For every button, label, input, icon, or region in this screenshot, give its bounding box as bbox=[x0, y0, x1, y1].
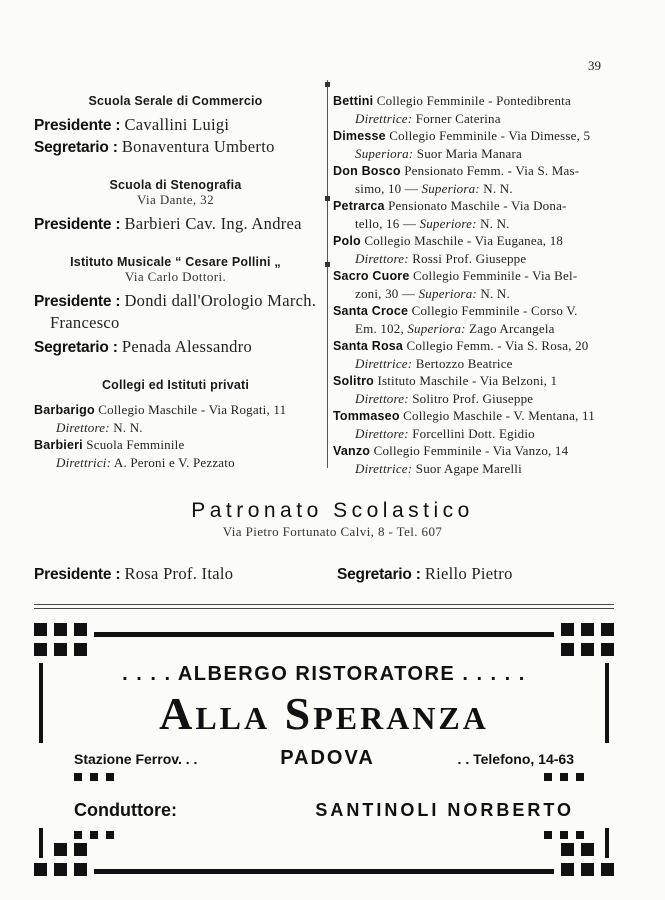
ornament-square bbox=[576, 831, 584, 839]
ad-heading: . . . . ALBERGO RISTORATORE . . . . . bbox=[122, 663, 526, 685]
entry-role: Direttrice: bbox=[355, 461, 413, 476]
ad-hotel-name: Alla Speranza bbox=[159, 688, 489, 739]
entry-santacroce bbox=[333, 302, 623, 320]
ad-contact-line bbox=[74, 747, 574, 770]
entry-petrarca bbox=[333, 197, 623, 215]
entry-santarosa-role bbox=[355, 355, 623, 372]
entry-cont-text: Em. 102, bbox=[355, 321, 404, 336]
entry-donbosco-cont bbox=[355, 180, 623, 197]
advertisement bbox=[34, 623, 614, 883]
ornament-square bbox=[54, 643, 67, 656]
entry-solitro-role bbox=[355, 390, 623, 407]
entry-name: Don Bosco bbox=[333, 164, 401, 178]
entry-role: Direttrice: bbox=[355, 356, 413, 371]
entry-name: Santa Rosa bbox=[333, 339, 404, 353]
left-column bbox=[34, 92, 317, 471]
divider-tick bbox=[325, 262, 330, 267]
ad-manager-label: Conduttore: bbox=[74, 800, 177, 820]
entry-solitro bbox=[333, 372, 623, 390]
entry-name: Solitro bbox=[333, 374, 374, 388]
ornament-square bbox=[54, 843, 67, 856]
entry-desc: Collegio Femminile - Pontedibrenta bbox=[376, 93, 571, 108]
entry-barbarigo bbox=[34, 401, 317, 419]
entry-desc: Collegio Maschile - Via Rogati, 11 bbox=[98, 402, 287, 417]
entry-sacrocuore bbox=[333, 267, 623, 285]
entry-name: Tommaseo bbox=[333, 409, 400, 423]
ornament-bar bbox=[605, 828, 609, 858]
ornament-square bbox=[581, 843, 594, 856]
entry-cont-text: zoni, 30 — bbox=[355, 286, 416, 301]
ad-manager-name: SANTINOLI NORBERTO bbox=[315, 800, 574, 820]
entry-desc: Pensionato Femm. - Via S. Mas- bbox=[404, 163, 580, 178]
patronato-title: Patronato Scolastico bbox=[191, 499, 474, 522]
musicale-president: Presidente : Dondi dall'Orologio March. bbox=[34, 291, 317, 310]
president-name: Rosa Prof. Italo bbox=[124, 564, 234, 583]
ornament-square bbox=[581, 643, 594, 656]
patronato-secretary: Segretario : Riello Pietro bbox=[337, 564, 513, 583]
president-label: Presidente bbox=[34, 216, 112, 233]
entry-role-value: N. N. bbox=[480, 216, 510, 231]
entry-role: Superiora: bbox=[407, 321, 466, 336]
ornament-square bbox=[544, 773, 552, 781]
entry-cont-text: simo, 10 — bbox=[355, 181, 419, 196]
entry-desc: Collegio Femminile - Via Vanzo, 14 bbox=[373, 443, 569, 458]
ornament-square bbox=[74, 643, 87, 656]
ornament-square bbox=[34, 863, 47, 876]
stenografia-address: Via Dante, 32 bbox=[137, 192, 214, 207]
entry-role: Superiora: bbox=[421, 181, 480, 196]
entry-role: Direttore: bbox=[355, 391, 409, 406]
section-title-serale: Scuola Serale di Commercio bbox=[88, 94, 263, 108]
column-divider bbox=[327, 80, 328, 468]
entry-role: Superiora: bbox=[418, 286, 477, 301]
ornament-square bbox=[601, 623, 614, 636]
entry-desc: Scuola Femminile bbox=[86, 437, 185, 452]
ornament-bar bbox=[94, 632, 554, 637]
ornament-square bbox=[74, 623, 87, 636]
entry-role-value: Suor Agape Marelli bbox=[415, 461, 522, 476]
ornament-bar bbox=[39, 828, 43, 858]
entry-role-value: N. N. bbox=[113, 420, 143, 435]
entry-role: Superiora: bbox=[355, 146, 414, 161]
ornament-square bbox=[74, 863, 87, 876]
entry-bettini-role bbox=[355, 110, 623, 127]
ornament-square bbox=[106, 773, 114, 781]
section-divider bbox=[34, 604, 614, 609]
entry-petrarca-cont bbox=[355, 215, 623, 232]
entry-desc: Collegio Maschile - V. Mentana, 11 bbox=[403, 408, 595, 423]
section-title-collegi: Collegi ed Istituti privati bbox=[101, 378, 250, 392]
entry-name: Bettini bbox=[333, 94, 374, 108]
entry-role-value: Zago Arcangela bbox=[469, 321, 555, 336]
entry-desc: Pensionato Maschile - Via Dona- bbox=[388, 198, 567, 213]
ornament-square bbox=[544, 831, 552, 839]
ornament-square bbox=[34, 643, 47, 656]
entry-barbieri bbox=[34, 436, 317, 454]
secretary-label: Segretario bbox=[34, 139, 109, 156]
ornament-square bbox=[601, 643, 614, 656]
entry-bettini bbox=[333, 92, 623, 110]
ornament-bar bbox=[94, 869, 554, 874]
entry-name: Barbarigo bbox=[34, 403, 95, 417]
entry-role: Superiore: bbox=[419, 216, 477, 231]
secretary-name: Bonaventura Umberto bbox=[121, 137, 275, 156]
ornament-square bbox=[74, 831, 82, 839]
right-column bbox=[333, 92, 623, 477]
page-number: 39 bbox=[588, 58, 601, 73]
entry-santarosa bbox=[333, 337, 623, 355]
ornament-square bbox=[561, 643, 574, 656]
musicale-address: Via Carlo Dottori. bbox=[124, 269, 227, 284]
ornament-square bbox=[581, 863, 594, 876]
secretary-label: Segretario bbox=[34, 339, 109, 356]
ad-city: PADOVA bbox=[280, 747, 375, 769]
entry-name: Dimesse bbox=[333, 129, 386, 143]
entry-name: Santa Croce bbox=[333, 304, 409, 318]
entry-vanzo-role bbox=[355, 460, 623, 477]
ornament-square bbox=[576, 773, 584, 781]
entry-role-value: Rossi Prof. Giuseppe bbox=[412, 251, 527, 266]
ornament-square bbox=[561, 843, 574, 856]
entry-donbosco bbox=[333, 162, 623, 180]
secretary-label: Segretario bbox=[337, 566, 412, 583]
entry-role-value: Bertozzo Beatrice bbox=[415, 356, 513, 371]
entry-name: Polo bbox=[333, 234, 361, 248]
divider-tick bbox=[325, 196, 330, 201]
entry-name: Sacro Cuore bbox=[333, 269, 410, 283]
ornament-square bbox=[34, 623, 47, 636]
serale-secretary: Segretario : Bonaventura Umberto bbox=[34, 137, 275, 156]
president-label: Presidente bbox=[34, 293, 112, 310]
entry-desc: Istituto Maschile - Via Belzoni, 1 bbox=[377, 373, 558, 388]
entry-desc: Collegio Femminile - Via Bel- bbox=[412, 268, 578, 283]
ornament-square bbox=[54, 863, 67, 876]
serale-president: Presidente : Cavallini Luigi bbox=[34, 115, 230, 134]
entry-dimesse bbox=[333, 127, 623, 145]
entry-role-value: Forner Caterina bbox=[415, 111, 501, 126]
entry-desc: Collegio Maschile - Via Euganea, 18 bbox=[364, 233, 564, 248]
entry-role: Direttrice: bbox=[355, 111, 413, 126]
entry-barbieri-role bbox=[56, 454, 317, 471]
section-title-musicale: Istituto Musicale “ Cesare Pollini „ bbox=[70, 255, 281, 269]
divider-tick bbox=[325, 82, 330, 87]
entry-name: Vanzo bbox=[333, 444, 371, 458]
ad-station: Stazione Ferrov. . . bbox=[74, 751, 198, 767]
entry-santacroce-cont bbox=[355, 320, 623, 337]
ornament-square bbox=[561, 863, 574, 876]
president-name: Barbieri Cav. Ing. Andrea bbox=[124, 214, 302, 233]
secretary-name: Riello Pietro bbox=[424, 564, 513, 583]
entry-barbarigo-role bbox=[56, 419, 317, 436]
ornament-square bbox=[54, 623, 67, 636]
president-name: Dondi dall'Orologio March. bbox=[124, 291, 317, 310]
entry-polo bbox=[333, 232, 623, 250]
entry-cont-text: tello, 16 — bbox=[355, 216, 417, 231]
entry-role-value: N. N. bbox=[483, 181, 513, 196]
entry-role: Direttore: bbox=[355, 251, 409, 266]
entry-sacrocuore-cont bbox=[355, 285, 623, 302]
entry-polo-role bbox=[355, 250, 623, 267]
entry-dimesse-role bbox=[355, 145, 623, 162]
entry-role-value: Suor Maria Manara bbox=[416, 146, 522, 161]
entry-desc: Collegio Femminile - Via Dimesse, 5 bbox=[389, 128, 591, 143]
ad-phone: . . Telefono, 14-63 bbox=[457, 751, 574, 767]
entry-tommaseo-role bbox=[355, 425, 623, 442]
entry-name: Barbieri bbox=[34, 438, 83, 452]
entry-role-value: Forcellini Dott. Egidio bbox=[412, 426, 535, 441]
entry-role: Direttore: bbox=[56, 420, 110, 435]
ornament-square bbox=[561, 623, 574, 636]
musicale-president-cont: Francesco bbox=[50, 313, 120, 332]
ornament-square bbox=[74, 773, 82, 781]
patronato-address: Via Pietro Fortunato Calvi, 8 - Tel. 607 bbox=[222, 524, 443, 539]
ad-manager-line bbox=[74, 800, 574, 821]
entry-role: Direttrici: bbox=[56, 455, 112, 470]
president-label: Presidente bbox=[34, 117, 112, 134]
secretary-name: Penada Alessandro bbox=[121, 337, 253, 356]
entry-role-value: N. N. bbox=[480, 286, 510, 301]
entry-vanzo bbox=[333, 442, 623, 460]
entry-role-value: Solitro Prof. Giuseppe bbox=[412, 391, 534, 406]
ornament-square bbox=[90, 831, 98, 839]
entry-role-value: A. Peroni e V. Pezzato bbox=[113, 455, 235, 470]
entry-role: Direttore: bbox=[355, 426, 409, 441]
ornament-square bbox=[106, 831, 114, 839]
entry-desc: Collegio Femminile - Corso V. bbox=[411, 303, 578, 318]
section-title-stenografia: Scuola di Stenografia bbox=[109, 178, 242, 192]
musicale-secretary: Segretario : Penada Alessandro bbox=[34, 337, 253, 356]
entry-desc: Collegio Femm. - Via S. Rosa, 20 bbox=[406, 338, 589, 353]
ornament-square bbox=[560, 773, 568, 781]
president-label: Presidente bbox=[34, 566, 112, 583]
ornament-square bbox=[601, 863, 614, 876]
ornament-square bbox=[90, 773, 98, 781]
president-name: Cavallini Luigi bbox=[124, 115, 230, 134]
ornament-square bbox=[560, 831, 568, 839]
patronato-president: Presidente : Rosa Prof. Italo bbox=[34, 564, 234, 583]
ornament-square bbox=[581, 623, 594, 636]
ornament-square bbox=[74, 843, 87, 856]
entry-name: Petrarca bbox=[333, 199, 385, 213]
entry-tommaseo bbox=[333, 407, 623, 425]
stenografia-president: Presidente : Barbieri Cav. Ing. Andrea bbox=[34, 214, 302, 233]
